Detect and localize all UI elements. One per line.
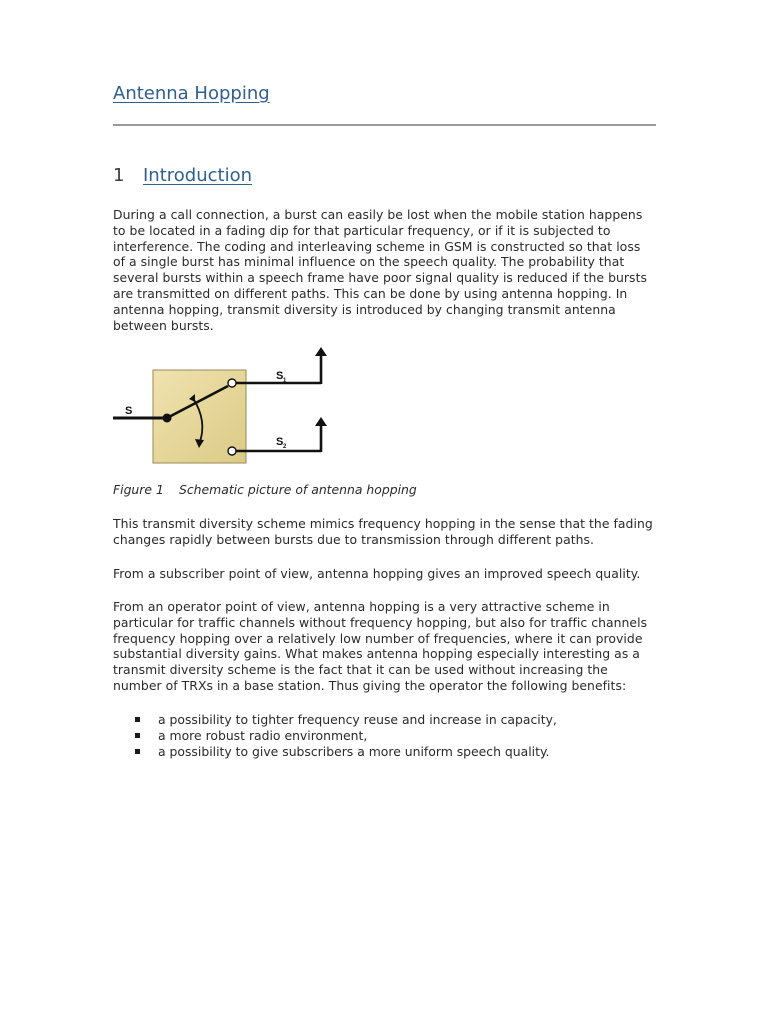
- figure-caption: [113, 482, 417, 497]
- intro-paragraph: During a call connection, a burst can easily be lost when the mobile station happens to be located in a fading dip for that particular frequency, or if it is subjected to interference. The coding and interleaving scheme in GSM is constructed so that loss of a single burst has minimal influence on the speech quality. The probability that several bursts within a speech frame have poor signal quality is reduced if the bursts are transmitted on different paths. This can be done by using antenna hopping. In antenna hopping, transmit diversity is introduced by changing transmit antenna between bursts.: [113, 207, 647, 333]
- figure-caption-text: Schematic picture of antenna hopping: [179, 482, 417, 497]
- output1-subscript: 1: [283, 378, 287, 384]
- figure-label: Figure 1: [113, 482, 164, 497]
- antenna-arrow-2: [315, 417, 327, 426]
- bullet-icon: [135, 749, 140, 754]
- benefits-list: [113, 712, 557, 759]
- contact-2: [228, 447, 236, 455]
- benefit-text: a more robust radio environment,: [158, 727, 368, 743]
- title-divider: [113, 124, 656, 126]
- document-title: Antenna Hopping: [113, 83, 270, 104]
- benefit-text: a possibility to tighter frequency reuse and increase in capacity,: [158, 712, 557, 727]
- contact-1: [228, 379, 236, 387]
- antenna-hopping-schematic: [113, 344, 343, 468]
- output2-label: S: [276, 436, 284, 448]
- operator-paragraph: From an operator point of view, antenna hopping is a very attractive scheme in particular for traffic channels without frequency hopping, but also for traffic channels frequency hopping over a relatively low number of frequencies, where it can provide substantial diversity gains. What makes antenna hopping especially interesting as a transmit diversity scheme is the fact that it can be used without increasing the number of TRXs in a base station. Thus giving the operator the following benefits:: [113, 599, 648, 693]
- antenna-arrow-1: [315, 347, 327, 356]
- bullet-icon: [135, 733, 140, 738]
- output1-label: S: [276, 370, 284, 382]
- bullet-icon: [135, 717, 140, 722]
- section-number: 1: [113, 165, 125, 186]
- section-title: Introduction: [143, 165, 253, 186]
- output2-subscript: 2: [283, 444, 287, 450]
- list-item: [113, 744, 557, 760]
- list-item: [113, 712, 557, 728]
- mimics-paragraph: This transmit diversity scheme mimics frequency hopping in the sense that the fading changes rapidly between bursts due to transmission through different paths.: [113, 516, 653, 547]
- section-heading: [113, 165, 252, 186]
- input-label: S: [125, 405, 133, 417]
- benefit-text: a possibility to give subscribers a more uniform speech quality.: [158, 743, 550, 759]
- subscriber-paragraph: From a subscriber point of view, antenna hopping gives an improved speech quality.: [113, 566, 641, 581]
- antenna-hopping-figure: [113, 344, 343, 468]
- list-item: [113, 728, 557, 744]
